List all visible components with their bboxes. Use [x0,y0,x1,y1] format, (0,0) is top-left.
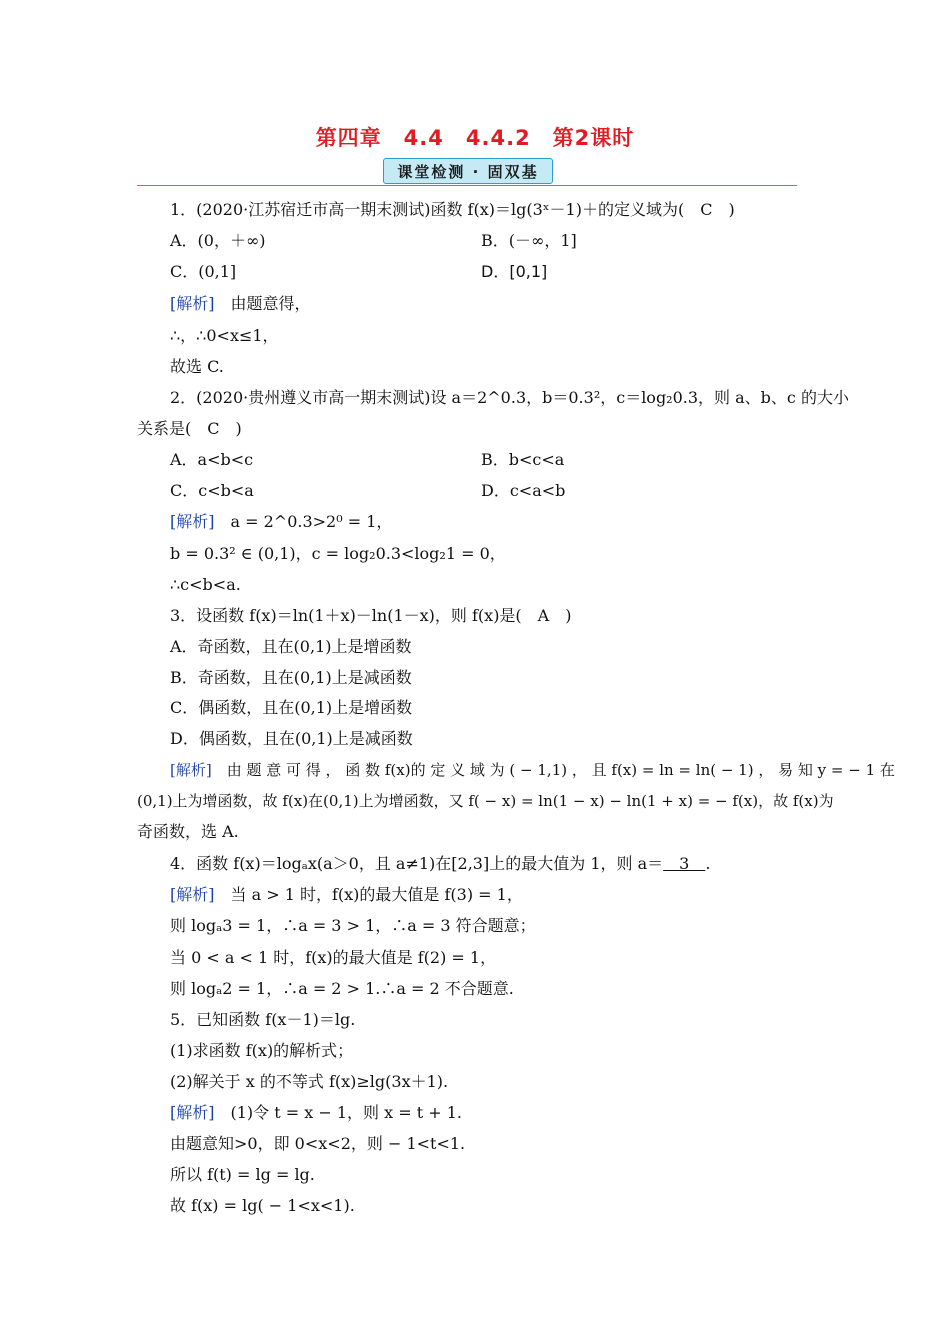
q3-option-d: D．偶函数，且在(0,1)上是减函数 [170,729,413,748]
analysis-tag: [解析] [170,1103,215,1122]
q5-part-2: (2)解关于 x 的不等式 f(x)≥lg(3x＋1). [170,1072,449,1091]
q3-analysis-line-2: (0,1)上为增函数，故 f(x)在(0,1)上为增函数，又 f( − x) = ln(1 − x) − ln(1 + x) = − f(x)，故 f(x)为 [137,792,834,810]
q4-analysis-line-2: 则 logₐ3 = 1，∴a = 3 > 1，∴a = 3 符合题意； [170,916,536,935]
q2-option-c: C．c<b<a [170,481,254,500]
q5-analysis-line-3: 所以 f(t) = lg = lg. [170,1165,315,1184]
q4-analysis-line-1: [解析] 当 a > 1 时，f(x)的最大值是 f(3) = 1， [170,885,523,904]
q2-analysis-line-2: b = 0.3² ∈ (0,1)，c = log₂0.3<log₂1 = 0， [170,544,506,563]
q3-option-b: B．奇函数，且在(0,1)上是减函数 [170,668,412,687]
q2-analysis-line-1: [解析] a = 2^0.3>2⁰ = 1， [170,512,393,531]
q1-analysis-line-2: ∴，∴0<x≤1， [170,326,279,345]
q3-stem: 3．设函数 f(x)＝ln(1＋x)－ln(1－x)，则 f(x)是( A ) [170,606,572,625]
q3-option-c: C．偶函数，且在(0,1)上是增函数 [170,698,413,717]
q3-analysis-line-3: 奇函数，选 A. [137,822,239,841]
analysis-tag: [解析] [170,885,215,904]
q2-option-b: B．b<c<a [481,450,565,469]
q1-option-a: A．(0，＋∞) [170,231,266,250]
q1-option-c: C．(0,1] [170,262,237,281]
section-banner: 课堂检测 · 固双基 [383,158,553,184]
analysis-tag: [解析] [170,512,215,531]
q2-option-a: A．a<b<c [170,450,254,469]
q1-analysis-line-3: 故选 C. [170,357,224,376]
analysis-tag: [解析] [170,761,212,779]
q5-part-1: (1)求函数 f(x)的解析式； [170,1041,354,1060]
q2-analysis-line-3: ∴c<b<a. [170,575,241,594]
q5-analysis-line-1: [解析] (1)令 t = x − 1，则 x = t + 1. [170,1103,463,1122]
q3-analysis-line-1: [解析] 由 题 意 可 得 ， 函 数 f(x)的 定 义 域 为 ( − 1,1) ， 且 f(x) = ln = ln( − 1) ， 易 知 y = − 1 在 [170,761,895,779]
q1-option-b: B．(－∞，1] [481,231,577,250]
q2-stem-line-1: 2．(2020·贵州遵义市高一期末测试)设 a＝2^0.3，b＝0.3²，c＝log₂0.3，则 a、b、c 的大小 [170,388,849,407]
q5-analysis-line-4: 故 f(x) = lg( − 1<x<1). [170,1196,355,1215]
q1-stem: 1．(2020·江苏宿迁市高一期末测试)函数 f(x)＝lg(3ˣ－1)＋的定义域为( C ) [170,200,735,219]
q5-analysis-line-2: 由题意知>0，即 0<x<2，则 − 1<t<1. [170,1134,466,1153]
analysis-tag: [解析] [170,294,215,313]
q1-analysis-line-1: [解析] 由题意得， [170,294,311,313]
page-title: 第四章 4.4 4.4.2 第2课时 [315,126,635,150]
q4-analysis-line-3: 当 0 < a < 1 时，f(x)的最大值是 f(2) = 1， [170,948,497,967]
q5-stem: 5．已知函数 f(x－1)＝lg. [170,1010,356,1029]
q4-analysis-line-4: 则 logₐ2 = 1，∴a = 2 > 1.∴a = 2 不合题意. [170,979,514,998]
q1-option-d: D．[0,1] [481,262,548,281]
answer-blank: 3 [663,854,706,873]
q4-stem: 4．函数 f(x)＝logₐx(a＞0，且 a≠1)在[2,3]上的最大值为 1，则 a＝ 3 . [170,854,711,873]
q3-option-a: A．奇函数，且在(0,1)上是增函数 [170,637,412,656]
header-divider [137,185,797,186]
q2-option-d: D．c<a<b [481,481,566,500]
q2-stem-line-2: 关系是( C ) [137,419,242,438]
